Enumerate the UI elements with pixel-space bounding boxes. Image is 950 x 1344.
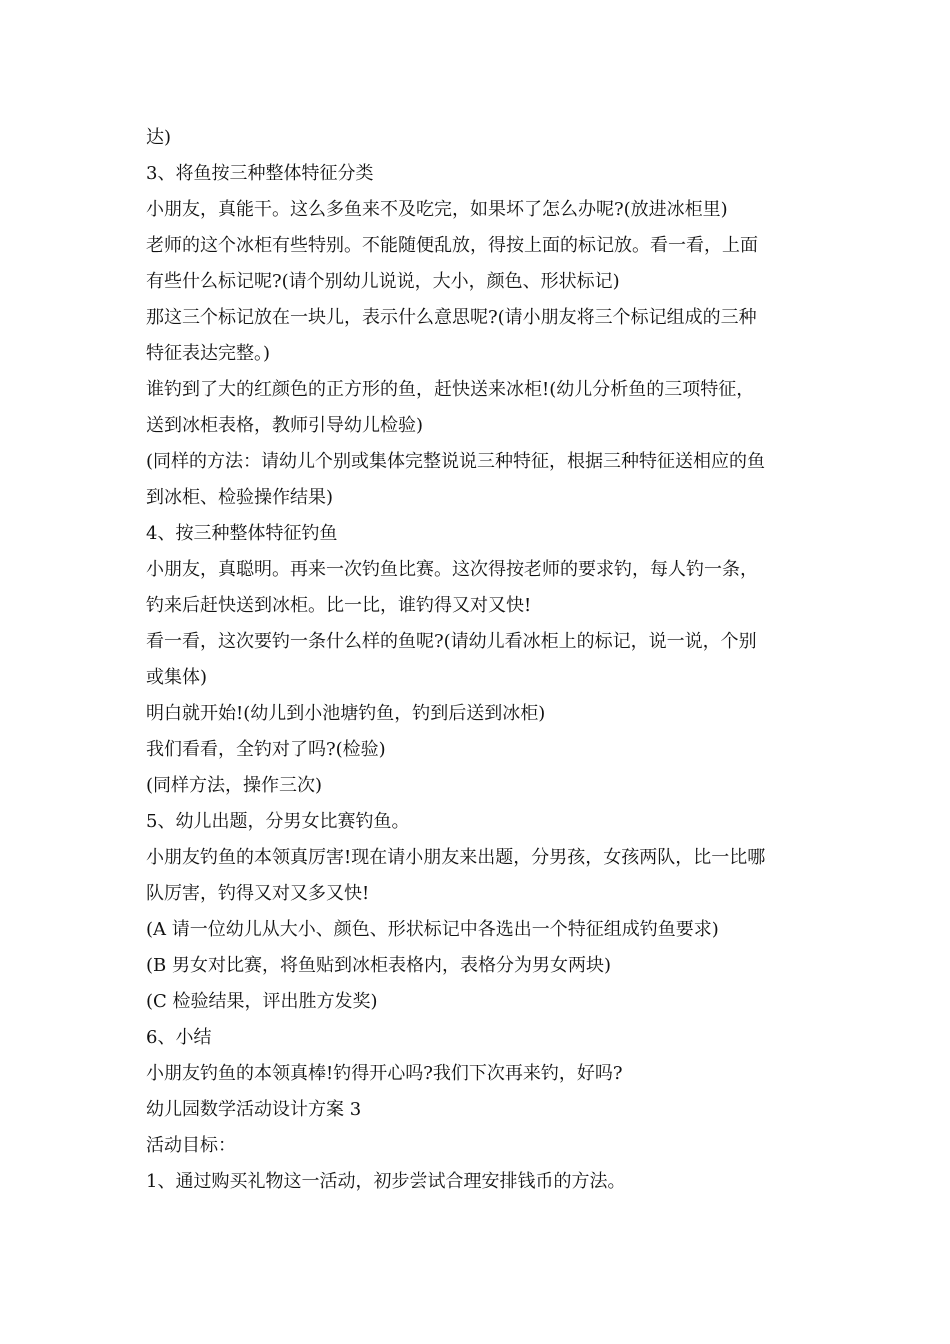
text-line: 队厉害，钓得又对又多又快! — [146, 883, 370, 904]
text-line: 到冰柜、检验操作结果) — [146, 487, 334, 508]
text-line: (A 请一位幼儿从大小、颜色、形状标记中各选出一个特征组成钓鱼要求) — [146, 919, 719, 940]
section-heading: 3、将鱼按三种整体特征分类 — [146, 163, 374, 184]
text-line: 或集体) — [146, 667, 208, 688]
text-line: (C 检验结果，评出胜方发奖) — [146, 991, 378, 1012]
text-line: 谁钓到了大的红颜色的正方形的鱼，赶快送来冰柜!(幼儿分析鱼的三项特征， — [146, 379, 755, 400]
text-line: (同样的方法：请幼儿个别或集体完整说说三种特征，根据三种特征送相应的鱼 — [146, 451, 766, 472]
section-heading: 6、小结 — [146, 1027, 212, 1048]
text-line: 小朋友钓鱼的本领真棒!钓得开心吗?我们下次再来钓，好吗? — [146, 1063, 623, 1084]
section-heading: 5、幼儿出题，分男女比赛钓鱼。 — [146, 811, 410, 832]
document-body — [146, 120, 816, 1200]
text-line: 我们看看，全钓对了吗?(检验) — [146, 739, 386, 760]
text-line: 送到冰柜表格，教师引导幼儿检验) — [146, 415, 424, 436]
text-line: 1、通过购买礼物这一活动，初步尝试合理安排钱币的方法。 — [146, 1171, 626, 1192]
text-line: 看一看，这次要钓一条什么样的鱼呢?(请幼儿看冰柜上的标记，说一说，个别 — [146, 631, 757, 652]
text-line: 特征表达完整。) — [146, 343, 271, 364]
text-line: 明白就开始!(幼儿到小池塘钓鱼，钓到后送到冰柜) — [146, 703, 546, 724]
text-line: (B 男女对比赛，将鱼贴到冰柜表格内，表格分为男女两块) — [146, 955, 611, 976]
text-line: (同样方法，操作三次) — [146, 775, 323, 796]
section-heading: 4、按三种整体特征钓鱼 — [146, 523, 338, 544]
text-line: 钓来后赶快送到冰柜。比一比，谁钓得又对又快! — [146, 595, 532, 616]
text-line: 老师的这个冰柜有些特别。不能随便乱放，得按上面的标记放。看一看，上面 — [146, 235, 758, 256]
text-line: 那这三个标记放在一块儿，表示什么意思呢?(请小朋友将三个标记组成的三种 — [146, 307, 757, 328]
text-line: 达) — [146, 127, 172, 148]
text-line: 活动目标： — [146, 1135, 236, 1156]
document-subtitle: 幼儿园数学活动设计方案 3 — [146, 1099, 362, 1120]
text-line: 有些什么标记呢?(请个别幼儿说说，大小，颜色、形状标记) — [146, 271, 620, 292]
text-line: 小朋友钓鱼的本领真厉害!现在请小朋友来出题，分男孩，女孩两队，比一比哪 — [146, 847, 766, 868]
text-line: 小朋友，真能干。这么多鱼来不及吃完，如果坏了怎么办呢?(放进冰柜里) — [146, 199, 728, 220]
text-line: 小朋友，真聪明。再来一次钓鱼比赛。这次得按老师的要求钓，每人钓一条， — [146, 559, 758, 580]
